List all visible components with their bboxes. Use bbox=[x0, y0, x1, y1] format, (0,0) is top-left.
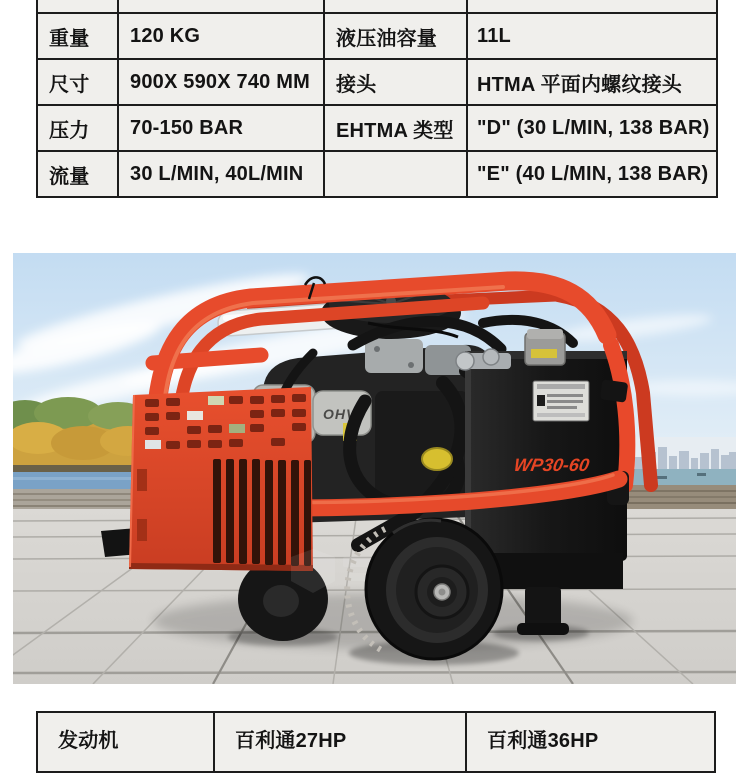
spec-value-coupler: HTMA 平面内螺纹接头 bbox=[468, 60, 716, 104]
engine-label: 发动机 bbox=[38, 713, 213, 771]
filler-cap bbox=[525, 329, 565, 365]
engine-table bbox=[36, 711, 716, 773]
spec-value-dimensions: 900X 590X 740 MM bbox=[119, 60, 323, 104]
spec-label-dimensions: 尺寸 bbox=[38, 60, 117, 104]
spec-value-flow: 30 L/MIN, 40L/MIN bbox=[119, 152, 323, 196]
spec-table bbox=[36, 0, 718, 198]
yellow-cap bbox=[422, 448, 452, 470]
product-photo bbox=[13, 253, 736, 684]
spec-label-weight: 重量 bbox=[38, 14, 117, 58]
spec-value-weight: 120 KG bbox=[119, 14, 323, 58]
spec-value-oil-capacity: 11L bbox=[468, 14, 716, 58]
spec-cell-clipped bbox=[38, 0, 117, 12]
spec-value-ehtma-d: "D" (30 L/MIN, 138 BAR) bbox=[468, 106, 716, 150]
spec-label-flow: 流量 bbox=[38, 152, 117, 196]
model-label: WP30-60 bbox=[512, 455, 591, 475]
spec-label-oil-capacity: 液压油容量 bbox=[325, 14, 466, 58]
engine-value-36hp: 百利通36HP bbox=[467, 713, 714, 771]
engine-valve-cover-label: OHV bbox=[323, 406, 357, 422]
side-panel bbox=[129, 387, 313, 571]
info-sticker bbox=[533, 381, 589, 421]
spec-cell-empty bbox=[325, 152, 466, 196]
spec-cell-clipped bbox=[468, 0, 716, 12]
spec-label-coupler: 接头 bbox=[325, 60, 466, 104]
spec-value-ehtma-e: "E" (40 L/MIN, 138 BAR) bbox=[468, 152, 716, 196]
spec-value-pressure: 70-150 BAR bbox=[119, 106, 323, 150]
spec-label-ehtma-type: EHTMA 类型 bbox=[325, 106, 466, 150]
spec-cell-clipped bbox=[325, 0, 466, 12]
engine-value-27hp: 百利通27HP bbox=[215, 713, 465, 771]
spec-label-pressure: 压力 bbox=[38, 106, 117, 150]
spec-cell-clipped bbox=[119, 0, 323, 12]
